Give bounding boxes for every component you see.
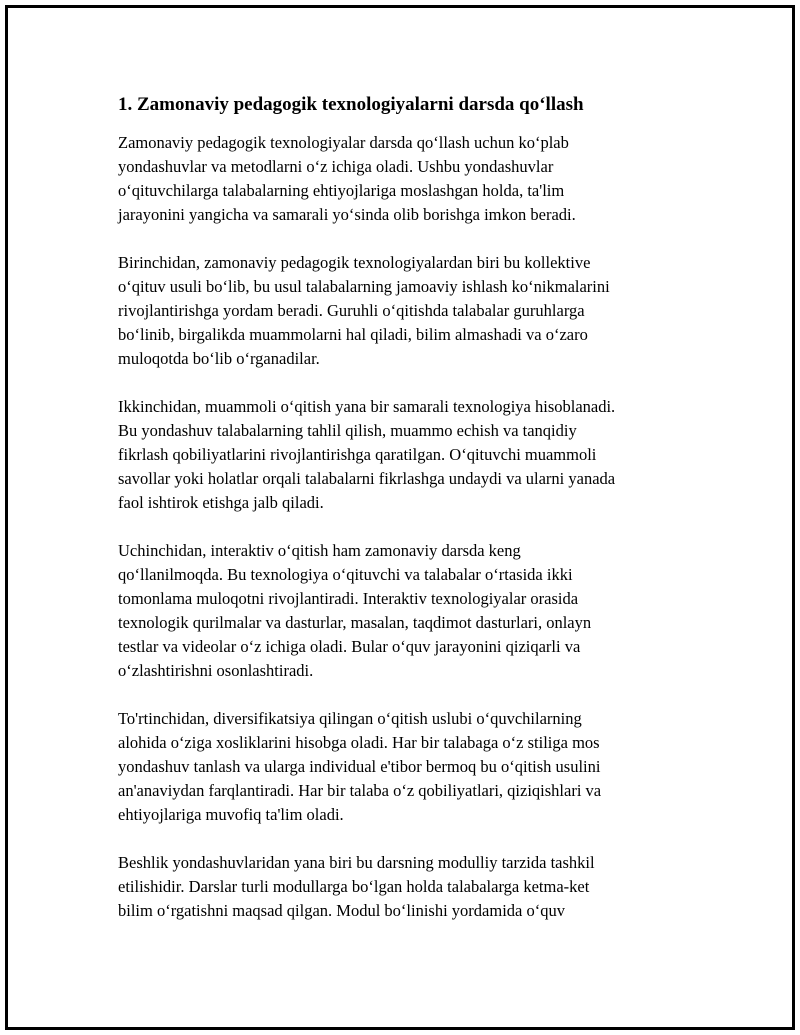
paragraph-fourth — [118, 707, 678, 827]
text-line: tomonlama muloqotni rivojlantiradi. Interaktiv texnologiyalar orasida — [118, 589, 579, 608]
text-line: savollar yoki holatlar orqali talabalarni fikrlashga undaydi va ularni yanada — [118, 469, 616, 488]
text-line: texnologik qurilmalar va dasturlar, masalan, taqdimot dasturlari, onlayn — [118, 613, 592, 632]
text-line: qo‘llanilmoqda. Bu texnologiya o‘qituvchi va talabalar o‘rtasida ikki — [118, 565, 573, 584]
text-line: ehtiyojlariga muvofiq ta'lim oladi. — [118, 805, 344, 824]
text-line: muloqotda bo‘lib o‘rganadilar. — [118, 349, 320, 368]
text-line: etilishidir. Darslar turli modullarga bo‘lgan holda talabalarga ketma-ket — [118, 877, 590, 896]
paragraph-fifth — [118, 851, 678, 923]
text-line: testlar va videolar o‘z ichiga oladi. Bular o‘quv jarayonini qiziqarli va — [118, 637, 581, 656]
text-line: Beshlik yondashuvlaridan yana biri bu darsning modulliy tarzida tashkil — [118, 853, 595, 872]
text-line: Bu yondashuv talabalarning tahlil qilish, muammo echish va tanqidiy — [118, 421, 577, 440]
text-line: rivojlantirishga yordam beradi. Guruhli o‘qitishda talabalar guruhlarga — [118, 301, 585, 320]
paragraph-first — [118, 251, 678, 371]
document-body — [118, 92, 678, 947]
text-line: Birinchidan, zamonaviy pedagogik texnologiyalardan biri bu kollektive — [118, 253, 591, 272]
paragraph-intro — [118, 131, 678, 227]
text-line: jarayonini yangicha va samarali yo‘sinda olib borishga imkon beradi. — [118, 205, 576, 224]
text-line: yondashuv tanlash va ularga individual e'tibor bermoq bu o‘qitish usulini — [118, 757, 601, 776]
text-line: o‘qituv usuli bo‘lib, bu usul talabalarning jamoaviy ishlash ko‘nikmalarini — [118, 277, 610, 296]
text-line: Zamonaviy pedagogik texnologiyalar darsda qo‘llash uchun ko‘plab — [118, 133, 569, 152]
text-line: bilim o‘rgatishni maqsad qilgan. Modul bo‘linishi yordamida o‘quv — [118, 901, 565, 920]
paragraph-third — [118, 539, 678, 683]
text-line: alohida o‘ziga xosliklarini hisobga oladi. Har bir talabaga o‘z stiliga mos — [118, 733, 600, 752]
text-line: fikrlash qobiliyatlarini rivojlantirishga qaratilgan. O‘qituvchi muammoli — [118, 445, 597, 464]
text-line: faol ishtirok etishga jalb qiladi. — [118, 493, 324, 512]
text-line: To'rtinchidan, diversifikatsiya qilingan o‘qitish uslubi o‘quvchilarning — [118, 709, 582, 728]
text-line: yondashuvlar va metodlarni o‘z ichiga oladi. Ushbu yondashuvlar — [118, 157, 554, 176]
text-line: o‘zlashtirishni osonlashtiradi. — [118, 661, 314, 680]
text-line: Uchinchidan, interaktiv o‘qitish ham zamonaviy darsda keng — [118, 541, 521, 560]
section-heading: 1. Zamonaviy pedagogik texnologiyalarni darsda qo‘llash — [118, 94, 584, 115]
text-line: an'anaviydan farqlantiradi. Har bir talaba o‘z qobiliyatlari, qiziqishlari va — [118, 781, 602, 800]
text-line: o‘qituvchilarga talabalarning ehtiyojlariga moslashgan holda, ta'lim — [118, 181, 565, 200]
text-line: bo‘linib, birgalikda muammolarni hal qiladi, bilim almashadi va o‘zaro — [118, 325, 588, 344]
paragraph-second — [118, 395, 678, 515]
text-line: Ikkinchidan, muammoli o‘qitish yana bir samarali texnologiya hisoblanadi. — [118, 397, 616, 416]
